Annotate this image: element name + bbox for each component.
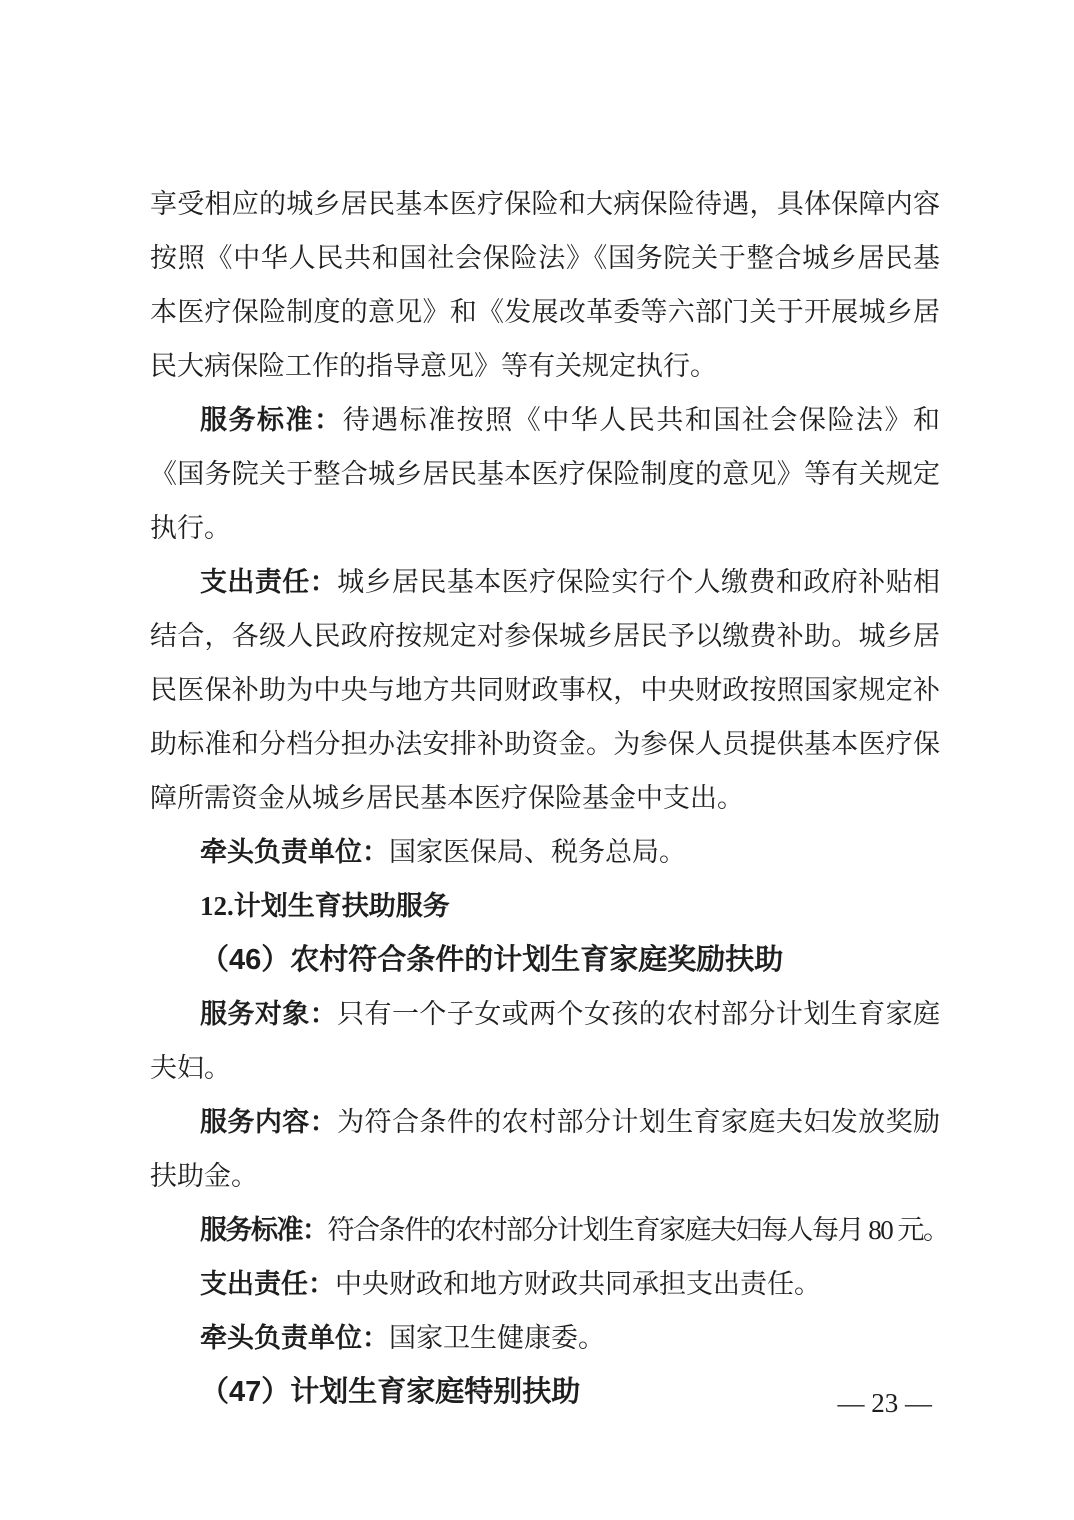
lead-agency-paragraph bbox=[150, 825, 940, 879]
section-heading-47: （47）计划生育家庭特别扶助 bbox=[200, 1376, 581, 1408]
service-standard-paragraph-2 bbox=[150, 1203, 949, 1257]
field-label-expenditure-2: 支出责任： bbox=[200, 1269, 335, 1299]
field-text-lead-agency: 国家医保局、税务总局。 bbox=[389, 837, 686, 867]
service-target-paragraph bbox=[150, 987, 940, 1095]
page-number: — 23 — bbox=[837, 1388, 932, 1418]
field-label-service-content: 服务内容： bbox=[200, 1107, 338, 1137]
field-text-lead-agency-2: 国家卫生健康委。 bbox=[389, 1323, 605, 1353]
field-label-lead-agency: 牵头负责单位： bbox=[200, 837, 389, 867]
field-text-expenditure-2: 中央财政和地方财政共同承担支出责任。 bbox=[335, 1269, 821, 1299]
field-label-service-standard: 服务标准： bbox=[200, 405, 343, 435]
service-standard-paragraph bbox=[150, 393, 940, 555]
lead-agency-paragraph-2 bbox=[150, 1311, 940, 1365]
paragraph-continuation: 享受相应的城乡居民基本医疗保险和大病保险待遇，具体保障内容按照《中华人民共和国社会保险法》《国务院关于整合城乡居民基本医疗保险制度的意见》和《发展改革委等六部门关于开展城乡居民大病保险工作的指导意见》等有关规定执行。 bbox=[150, 189, 940, 381]
expenditure-responsibility-paragraph bbox=[150, 555, 940, 825]
field-text-service-standard: 待遇标准按照《中华人民共和国社会保险法》和《国务院关于整合城乡居民基本医疗保险制度的意见》等有关规定执行。 bbox=[150, 405, 941, 543]
field-text-service-standard-2: 符合条件的农村部分计划生育家庭夫妇每人每月 80 元。 bbox=[327, 1215, 949, 1245]
field-label-service-standard-2: 服务标准： bbox=[200, 1215, 328, 1245]
section-heading-46: （46）农村符合条件的计划生育家庭奖励扶助 bbox=[200, 944, 784, 976]
field-text-service-target: 只有一个子女或两个女孩的农村部分计划生育家庭夫妇。 bbox=[150, 999, 941, 1083]
numbered-item-12: 12.计划生育扶助服务 bbox=[200, 891, 450, 921]
field-label-lead-agency-2: 牵头负责单位： bbox=[200, 1323, 389, 1353]
field-text-service-content: 为符合条件的农村部分计划生育家庭夫妇发放奖励扶助金。 bbox=[150, 1107, 941, 1191]
field-label-service-target: 服务对象： bbox=[200, 999, 338, 1029]
service-content-paragraph bbox=[150, 1095, 940, 1203]
field-text-expenditure: 城乡居民基本医疗保险实行个人缴费和政府补贴相结合，各级人民政府按规定对参保城乡居民予以缴费补助。城乡居民医保补助为中央与地方共同财政事权，中央财政按照国家规定补助标准和分档分担办法安排补助资金。为参保人员提供基本医疗保障所需资金从城乡居民基本医疗保险基金中支出。 bbox=[150, 567, 941, 813]
expenditure-responsibility-paragraph-2 bbox=[150, 1257, 940, 1311]
field-label-expenditure: 支出责任： bbox=[200, 567, 338, 597]
document-body bbox=[150, 177, 949, 1419]
